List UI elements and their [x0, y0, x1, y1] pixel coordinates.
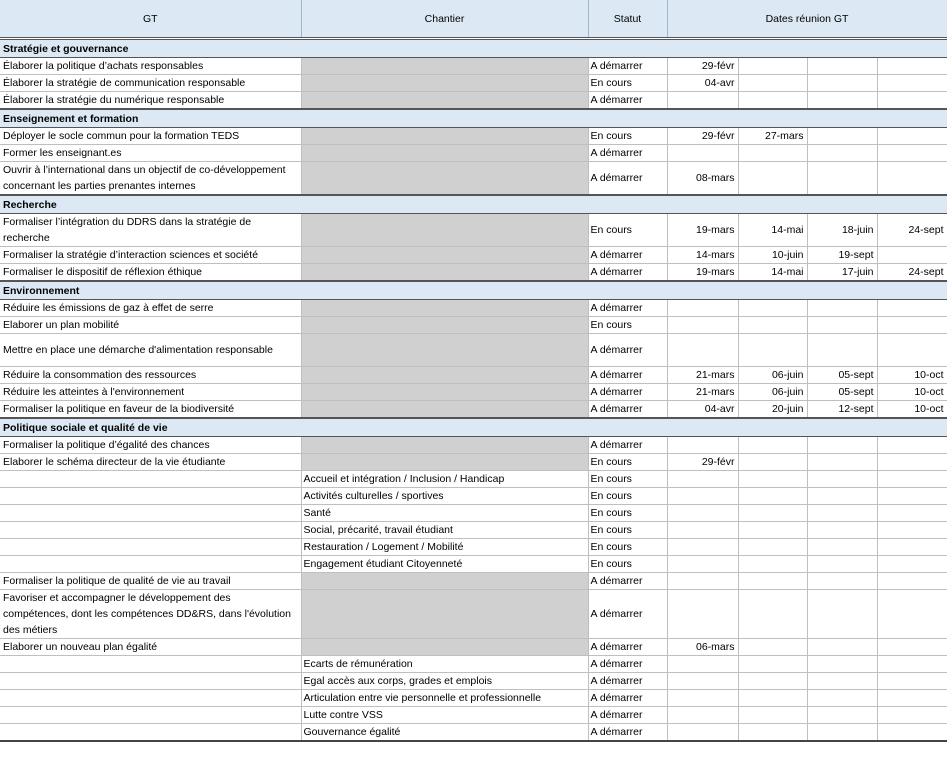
- table-row: [0, 92, 947, 110]
- statut-cell: A démarrer: [588, 247, 667, 264]
- date-cell: 19-mars: [667, 264, 738, 282]
- date-cell: [667, 590, 738, 639]
- date-cell: [738, 162, 807, 196]
- date-cell: [738, 437, 807, 454]
- date-cell: [877, 556, 947, 573]
- date-cell: [667, 300, 738, 317]
- table-row: [0, 673, 947, 690]
- date-cell: [738, 300, 807, 317]
- date-cell: 14-mai: [738, 214, 807, 247]
- date-cell: 17-juin: [807, 264, 877, 282]
- date-cell: [807, 145, 877, 162]
- chantier-cell: [301, 367, 588, 384]
- gt-cell: Réduire les atteintes à l'environnement: [0, 384, 301, 401]
- date-cell: [738, 556, 807, 573]
- date-cell: [667, 724, 738, 742]
- date-cell: [807, 707, 877, 724]
- gt-cell: [0, 724, 301, 742]
- date-cell: [807, 522, 877, 539]
- date-cell: [807, 334, 877, 367]
- gt-cell: [0, 556, 301, 573]
- table-row: [0, 384, 947, 401]
- table-row: [0, 75, 947, 92]
- statut-cell: En cours: [588, 128, 667, 145]
- date-cell: [877, 454, 947, 471]
- date-cell: 06-juin: [738, 384, 807, 401]
- statut-cell: A démarrer: [588, 401, 667, 419]
- date-cell: 18-juin: [807, 214, 877, 247]
- header-row: [0, 0, 947, 39]
- table-row: [0, 454, 947, 471]
- date-cell: [877, 162, 947, 196]
- table-body: [0, 39, 947, 742]
- table-row: [0, 247, 947, 264]
- date-cell: [738, 707, 807, 724]
- date-cell: 27-mars: [738, 128, 807, 145]
- date-cell: 21-mars: [667, 384, 738, 401]
- date-cell: [807, 673, 877, 690]
- chantier-cell: [301, 384, 588, 401]
- chantier-cell: [301, 437, 588, 454]
- section-row: [0, 195, 947, 214]
- statut-cell: A démarrer: [588, 334, 667, 367]
- date-cell: [738, 317, 807, 334]
- date-cell: [877, 539, 947, 556]
- date-cell: [807, 162, 877, 196]
- date-cell: [877, 707, 947, 724]
- table-row: [0, 317, 947, 334]
- statut-cell: A démarrer: [588, 162, 667, 196]
- section-row: [0, 418, 947, 437]
- date-cell: [667, 488, 738, 505]
- chantier-cell: [301, 401, 588, 419]
- gt-cell: Formaliser la politique de qualité de vie au travail: [0, 573, 301, 590]
- gt-cell: [0, 488, 301, 505]
- chantier-cell: [301, 317, 588, 334]
- statut-cell: A démarrer: [588, 590, 667, 639]
- date-cell: [807, 690, 877, 707]
- date-cell: 14-mai: [738, 264, 807, 282]
- date-cell: 05-sept: [807, 367, 877, 384]
- date-cell: [807, 58, 877, 75]
- date-cell: [877, 128, 947, 145]
- table-row: [0, 145, 947, 162]
- statut-cell: En cours: [588, 505, 667, 522]
- date-cell: 19-mars: [667, 214, 738, 247]
- table-row: [0, 707, 947, 724]
- date-cell: [807, 639, 877, 656]
- date-cell: [667, 656, 738, 673]
- date-cell: [738, 573, 807, 590]
- date-cell: 04-avr: [667, 75, 738, 92]
- table-row: [0, 656, 947, 673]
- date-cell: [877, 673, 947, 690]
- date-cell: 12-sept: [807, 401, 877, 419]
- date-cell: [807, 505, 877, 522]
- date-cell: [738, 724, 807, 742]
- statut-cell: A démarrer: [588, 367, 667, 384]
- statut-cell: En cours: [588, 454, 667, 471]
- date-cell: 05-sept: [807, 384, 877, 401]
- date-cell: [807, 573, 877, 590]
- statut-cell: En cours: [588, 522, 667, 539]
- header-chantier: Chantier: [301, 0, 588, 39]
- gt-cell: [0, 690, 301, 707]
- table-row: [0, 437, 947, 454]
- table-row: [0, 539, 947, 556]
- statut-cell: A démarrer: [588, 92, 667, 110]
- gt-cell: [0, 522, 301, 539]
- date-cell: [667, 145, 738, 162]
- date-cell: [877, 92, 947, 110]
- date-cell: [738, 656, 807, 673]
- section-title: Environnement: [0, 281, 947, 300]
- statut-cell: A démarrer: [588, 707, 667, 724]
- section-row: [0, 39, 947, 58]
- chantier-cell: Egal accès aux corps, grades et emplois: [301, 673, 588, 690]
- statut-cell: En cours: [588, 214, 667, 247]
- statut-cell: A démarrer: [588, 639, 667, 656]
- chantier-cell: [301, 214, 588, 247]
- date-cell: [667, 437, 738, 454]
- table-row: [0, 488, 947, 505]
- chantier-cell: Articulation entre vie personnelle et professionnelle: [301, 690, 588, 707]
- table-row: [0, 556, 947, 573]
- chantier-cell: Ecarts de rémunération: [301, 656, 588, 673]
- chantier-cell: Accueil et intégration / Inclusion / Handicap: [301, 471, 588, 488]
- date-cell: 10-oct: [877, 401, 947, 419]
- date-cell: 24-sept: [877, 264, 947, 282]
- section-title: Recherche: [0, 195, 947, 214]
- gt-cell: Réduire les émissions de gaz à effet de serre: [0, 300, 301, 317]
- table-row: [0, 58, 947, 75]
- gt-cell: Formaliser la politique en faveur de la biodiversité: [0, 401, 301, 419]
- statut-cell: En cours: [588, 539, 667, 556]
- table-row: [0, 573, 947, 590]
- date-cell: [738, 471, 807, 488]
- date-cell: [738, 690, 807, 707]
- date-cell: [807, 488, 877, 505]
- date-cell: [877, 488, 947, 505]
- date-cell: 29-févr: [667, 128, 738, 145]
- section-title: Politique sociale et qualité de vie: [0, 418, 947, 437]
- date-cell: [738, 92, 807, 110]
- chantier-cell: [301, 75, 588, 92]
- table-row: [0, 162, 947, 196]
- date-cell: [877, 145, 947, 162]
- statut-cell: A démarrer: [588, 145, 667, 162]
- date-cell: 06-mars: [667, 639, 738, 656]
- statut-cell: En cours: [588, 488, 667, 505]
- date-cell: [667, 707, 738, 724]
- chantier-cell: Santé: [301, 505, 588, 522]
- gt-cell: [0, 505, 301, 522]
- date-cell: [738, 488, 807, 505]
- date-cell: [738, 454, 807, 471]
- chantier-cell: [301, 590, 588, 639]
- date-cell: [877, 247, 947, 264]
- date-cell: [667, 317, 738, 334]
- header-gt: GT: [0, 0, 301, 39]
- header-dates: Dates réunion GT: [667, 0, 947, 39]
- date-cell: [877, 334, 947, 367]
- date-cell: 10-oct: [877, 367, 947, 384]
- date-cell: 10-oct: [877, 384, 947, 401]
- gt-cell: [0, 471, 301, 488]
- date-cell: [807, 454, 877, 471]
- gt-cell: Elaborer le schéma directeur de la vie étudiante: [0, 454, 301, 471]
- date-cell: [807, 471, 877, 488]
- date-cell: 04-avr: [667, 401, 738, 419]
- gt-cell: Favoriser et accompagner le développement des compétences, dont les compétences DD&RS, dans l'évolution des métiers: [0, 590, 301, 639]
- table-row: [0, 300, 947, 317]
- gt-cell: Elaborer un nouveau plan égalité: [0, 639, 301, 656]
- date-cell: [807, 539, 877, 556]
- date-cell: [667, 673, 738, 690]
- date-cell: [807, 437, 877, 454]
- section-title: Stratégie et gouvernance: [0, 39, 947, 58]
- date-cell: [877, 690, 947, 707]
- chantier-cell: Restauration / Logement / Mobilité: [301, 539, 588, 556]
- table-row: [0, 214, 947, 247]
- chantier-cell: Lutte contre VSS: [301, 707, 588, 724]
- table-row: [0, 522, 947, 539]
- date-cell: [667, 573, 738, 590]
- date-cell: [738, 58, 807, 75]
- table-row: [0, 639, 947, 656]
- gt-cell: Élaborer la stratégie du numérique responsable: [0, 92, 301, 110]
- date-cell: [877, 573, 947, 590]
- table-row: [0, 367, 947, 384]
- statut-cell: A démarrer: [588, 724, 667, 742]
- table-row: [0, 724, 947, 742]
- chantier-cell: [301, 145, 588, 162]
- gt-cell: Ouvrir à l’international dans un objectif de co-développement concernant les parties prenantes internes: [0, 162, 301, 196]
- gt-cell: [0, 673, 301, 690]
- date-cell: [877, 58, 947, 75]
- date-cell: 24-sept: [877, 214, 947, 247]
- table-row: [0, 471, 947, 488]
- date-cell: 29-févr: [667, 454, 738, 471]
- date-cell: [738, 539, 807, 556]
- chantier-cell: [301, 92, 588, 110]
- gt-cell: Elaborer un plan mobilité: [0, 317, 301, 334]
- chantier-cell: [301, 300, 588, 317]
- statut-cell: A démarrer: [588, 690, 667, 707]
- statut-cell: En cours: [588, 471, 667, 488]
- statut-cell: A démarrer: [588, 656, 667, 673]
- chantier-cell: [301, 573, 588, 590]
- date-cell: [877, 317, 947, 334]
- table-row: [0, 334, 947, 367]
- header-statut: Statut: [588, 0, 667, 39]
- chantier-cell: Gouvernance égalité: [301, 724, 588, 742]
- date-cell: [667, 522, 738, 539]
- date-cell: [877, 724, 947, 742]
- date-cell: [738, 590, 807, 639]
- date-cell: [807, 317, 877, 334]
- statut-cell: A démarrer: [588, 300, 667, 317]
- statut-cell: A démarrer: [588, 673, 667, 690]
- statut-cell: En cours: [588, 317, 667, 334]
- date-cell: [877, 471, 947, 488]
- date-cell: [667, 556, 738, 573]
- date-cell: [667, 690, 738, 707]
- gt-cell: Formaliser la politique d’égalité des chances: [0, 437, 301, 454]
- chantier-cell: [301, 334, 588, 367]
- date-cell: [807, 92, 877, 110]
- date-cell: [738, 334, 807, 367]
- chantier-cell: [301, 639, 588, 656]
- gt-cell: Déployer le socle commun pour la formation TEDS: [0, 128, 301, 145]
- table-row: [0, 590, 947, 639]
- gt-cell: [0, 707, 301, 724]
- gt-cell: Mettre en place une démarche d'alimentation responsable: [0, 334, 301, 367]
- statut-cell: A démarrer: [588, 58, 667, 75]
- gt-cell: Élaborer la politique d’achats responsables: [0, 58, 301, 75]
- chantier-cell: [301, 454, 588, 471]
- date-cell: [807, 128, 877, 145]
- chantier-cell: [301, 58, 588, 75]
- date-cell: [807, 724, 877, 742]
- date-cell: [667, 471, 738, 488]
- date-cell: [738, 639, 807, 656]
- date-cell: [877, 639, 947, 656]
- date-cell: 06-juin: [738, 367, 807, 384]
- chantier-cell: [301, 247, 588, 264]
- date-cell: [738, 75, 807, 92]
- chantier-cell: Engagement étudiant Citoyenneté: [301, 556, 588, 573]
- date-cell: 08-mars: [667, 162, 738, 196]
- date-cell: [877, 505, 947, 522]
- table-row: [0, 128, 947, 145]
- section-row: [0, 281, 947, 300]
- date-cell: [667, 92, 738, 110]
- gt-cell: Formaliser l’intégration du DDRS dans la stratégie de recherche: [0, 214, 301, 247]
- date-cell: [807, 75, 877, 92]
- date-cell: 10-juin: [738, 247, 807, 264]
- date-cell: 29-févr: [667, 58, 738, 75]
- date-cell: [738, 145, 807, 162]
- date-cell: [877, 437, 947, 454]
- date-cell: 14-mars: [667, 247, 738, 264]
- date-cell: 20-juin: [738, 401, 807, 419]
- statut-cell: A démarrer: [588, 437, 667, 454]
- gt-cell: [0, 539, 301, 556]
- date-cell: [667, 539, 738, 556]
- date-cell: [807, 656, 877, 673]
- section-title: Enseignement et formation: [0, 109, 947, 128]
- date-cell: 21-mars: [667, 367, 738, 384]
- statut-cell: A démarrer: [588, 384, 667, 401]
- gt-cell: [0, 656, 301, 673]
- chantier-cell: Activités culturelles / sportives: [301, 488, 588, 505]
- table-row: [0, 505, 947, 522]
- date-cell: 19-sept: [807, 247, 877, 264]
- gt-cell: Formaliser la stratégie d’interaction sciences et société: [0, 247, 301, 264]
- statut-cell: A démarrer: [588, 573, 667, 590]
- date-cell: [877, 300, 947, 317]
- date-cell: [738, 505, 807, 522]
- statut-cell: En cours: [588, 556, 667, 573]
- chantier-cell: [301, 162, 588, 196]
- table-row: [0, 264, 947, 282]
- table-row: [0, 690, 947, 707]
- date-cell: [738, 673, 807, 690]
- date-cell: [877, 75, 947, 92]
- gt-cell: Réduire la consommation des ressources: [0, 367, 301, 384]
- chantier-cell: Social, précarité, travail étudiant: [301, 522, 588, 539]
- gt-cell: Élaborer la stratégie de communication responsable: [0, 75, 301, 92]
- gt-cell: Former les enseignant.es: [0, 145, 301, 162]
- date-cell: [807, 590, 877, 639]
- gt-cell: Formaliser le dispositif de réflexion éthique: [0, 264, 301, 282]
- date-cell: [807, 556, 877, 573]
- date-cell: [807, 300, 877, 317]
- statut-cell: En cours: [588, 75, 667, 92]
- date-cell: [738, 522, 807, 539]
- chantier-cell: [301, 128, 588, 145]
- statut-cell: A démarrer: [588, 264, 667, 282]
- date-cell: [877, 656, 947, 673]
- table-row: [0, 401, 947, 419]
- date-cell: [667, 505, 738, 522]
- section-row: [0, 109, 947, 128]
- chantier-cell: [301, 264, 588, 282]
- date-cell: [877, 522, 947, 539]
- date-cell: [667, 334, 738, 367]
- date-cell: [877, 590, 947, 639]
